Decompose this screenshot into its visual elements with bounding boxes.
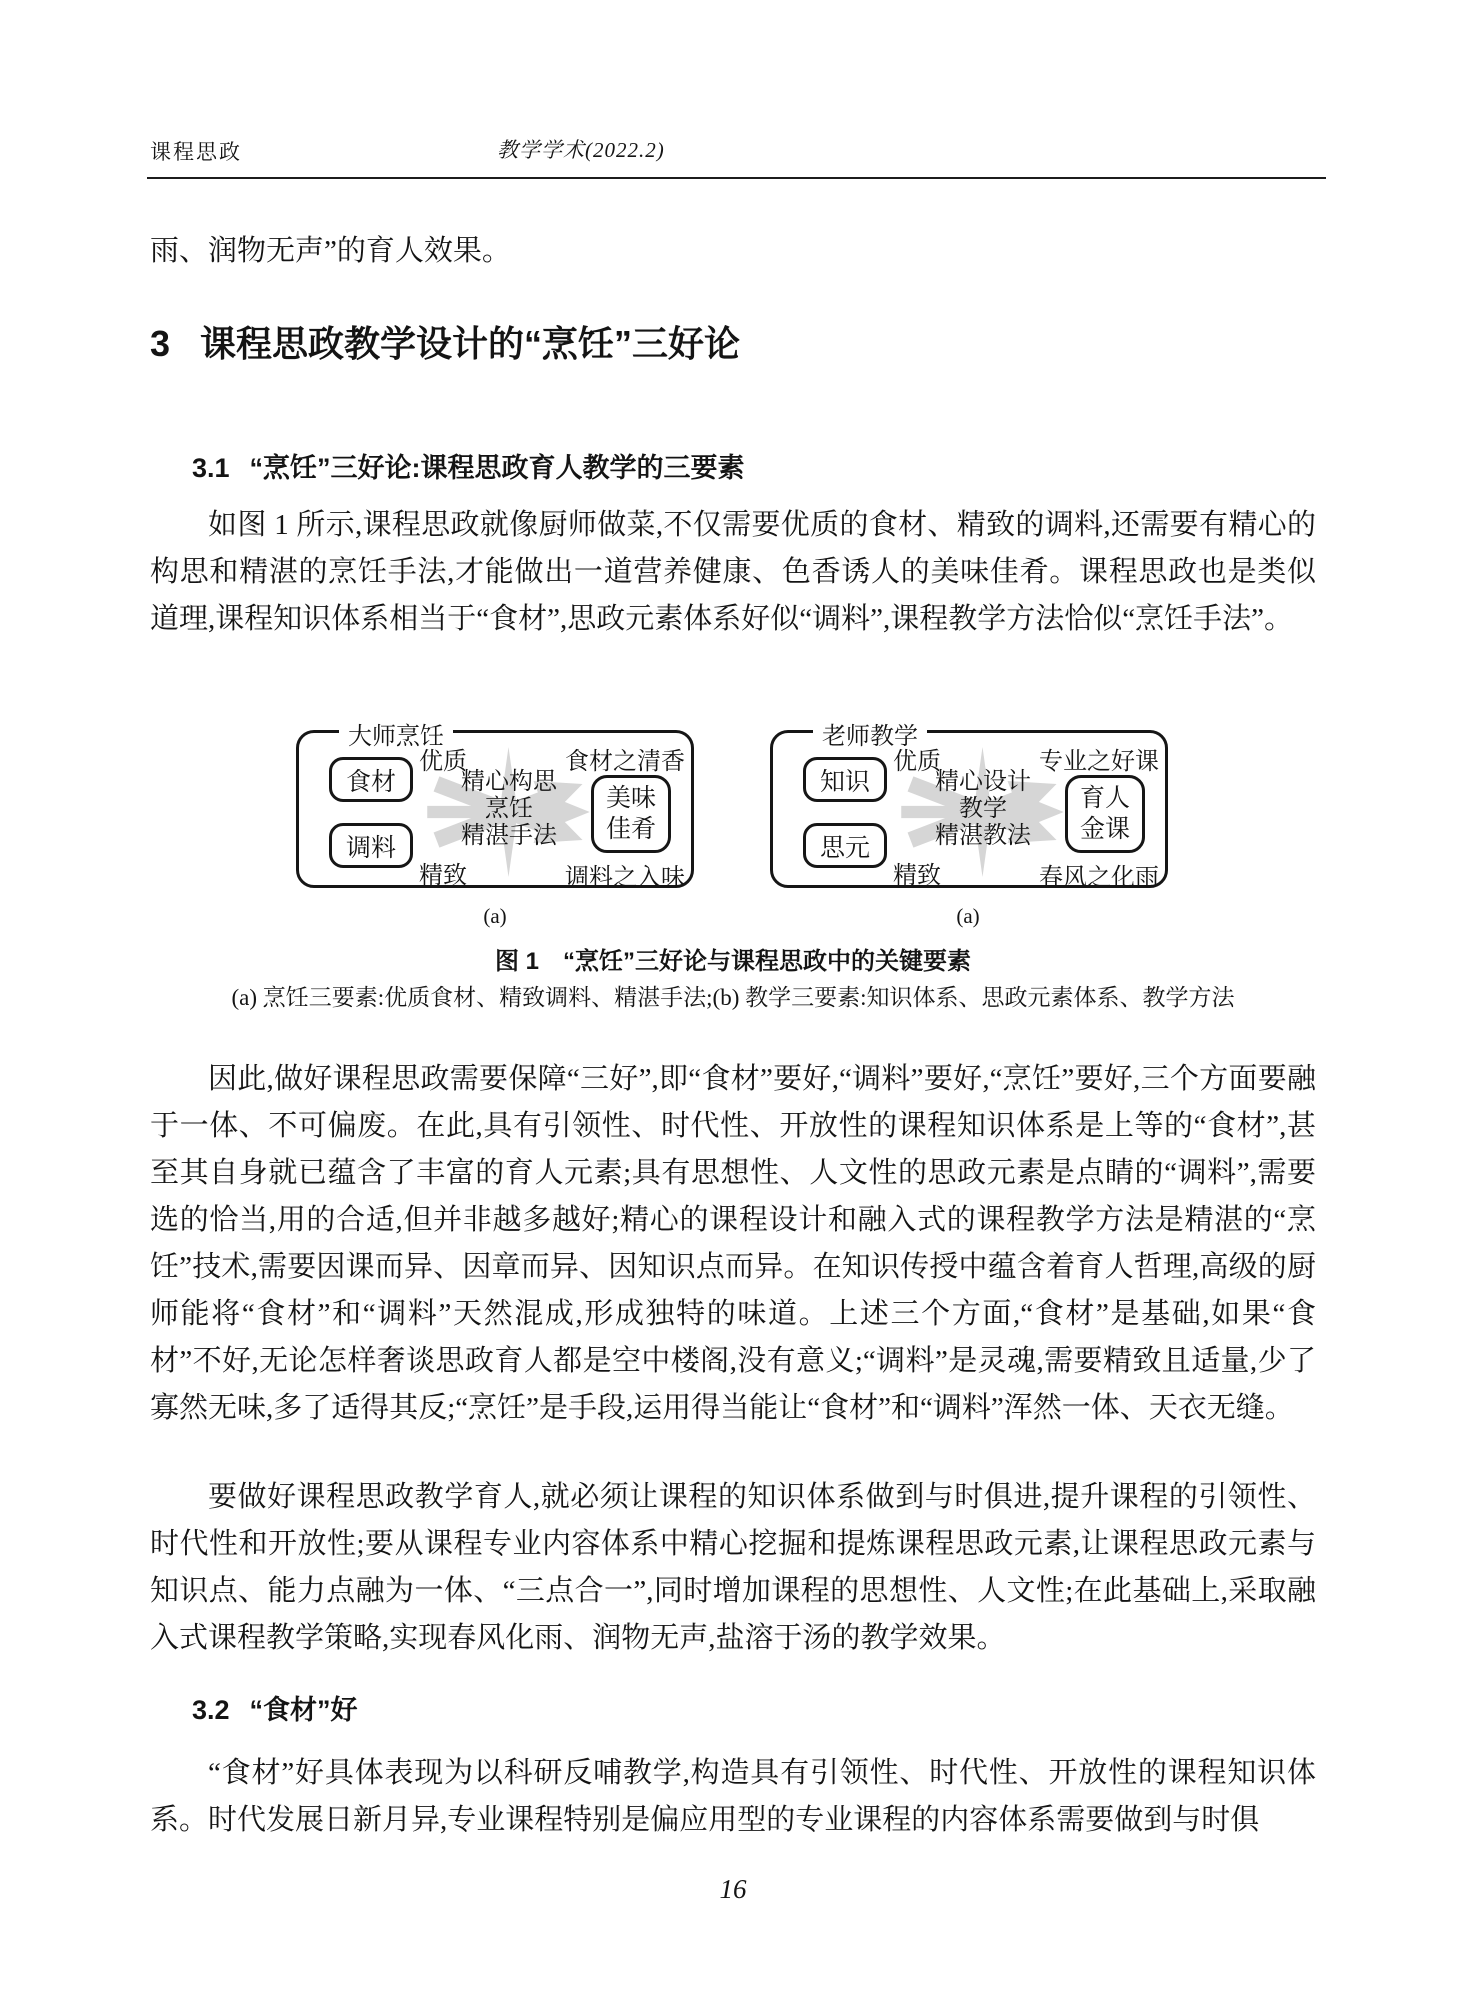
- subfigure-label-left: (a): [483, 904, 507, 928]
- process-line-3: 精湛手法: [461, 823, 557, 849]
- quality-label-top: 优质: [893, 749, 941, 775]
- figure-caption-title: 图 1 “烹饪”三好论与课程思政中的关键要素: [494, 948, 971, 975]
- input-box-ingredients: [329, 757, 413, 802]
- section-3-title: 课程思政教学设计的“烹饪”三好论: [200, 323, 741, 364]
- input-box-knowledge: [803, 757, 887, 802]
- section-3-1-title: “烹饪”三好论:课程思政育人教学的三要素: [249, 453, 745, 483]
- running-head-center: 教学学术(2022.2): [497, 138, 665, 162]
- process-line-2: 教学: [959, 796, 1007, 822]
- header-rule: [147, 177, 1326, 179]
- section-3-2-heading: [192, 1688, 358, 1727]
- input-box-label: 知识: [819, 768, 870, 796]
- section-3-2-title: “食材”好: [249, 1695, 358, 1725]
- output-note-bottom: 调料之入味: [565, 865, 685, 891]
- section-3-2-number: 3.2: [192, 1695, 230, 1725]
- diagram-frame-title: 大师烹饪: [339, 716, 453, 751]
- paragraph-lead: 雨、润物无声”的育人效果。: [150, 235, 511, 267]
- process-line-1: 精心设计: [935, 769, 1031, 795]
- section-3-heading: [150, 316, 740, 367]
- quality-label-bottom: 精致: [419, 863, 467, 889]
- figure1-diagram-teaching: [770, 724, 1168, 891]
- section-3-1-number: 3.1: [192, 453, 230, 483]
- paragraph-1: 如图 1 所示,课程思政就像厨师做菜,不仅需要优质的食材、精致的调料,还需要有精心的构思和精湛的烹饪手法,才能做出一道营养健康、色香诱人的美味佳肴。课程思政也是类似道理,课程知识体系相当于“食材”,思政元素体系好似“调料”,课程教学方法恰似“烹饪手法”。: [150, 509, 1316, 635]
- process-line-2: 烹饪: [485, 796, 533, 822]
- quality-label-top: 优质: [419, 749, 467, 775]
- process-line-1: 精心构思: [461, 769, 557, 795]
- input-box-label: 食材: [345, 768, 396, 796]
- paragraph-4: “食材”好具体表现为以科研反哺教学,构造具有引领性、时代性、开放性的课程知识体系。时代发展日新月异,专业课程特别是偏应用型的专业课程的内容体系需要做到与时俱: [150, 1757, 1316, 1836]
- process-text: [425, 769, 593, 850]
- input-box-label: 调料: [345, 834, 396, 862]
- section-3-number: 3: [150, 323, 171, 364]
- section-3-1-heading: [192, 446, 745, 485]
- figure-caption-note: (a) 烹饪三要素:优质食材、精致调料、精湛手法;(b) 教学三要素:知识体系、思政元素体系、教学方法: [231, 985, 1235, 1010]
- diagram-frame-title: 老师教学: [813, 716, 927, 751]
- input-box-ideology: [803, 823, 887, 868]
- output-note-bottom: 春风之化雨: [1039, 865, 1159, 891]
- paragraph-2: 因此,做好课程思政需要保障“三好”,即“食材”要好,“调料”要好,“烹饪”要好,三个方面要融于一体、不可偏废。在此,具有引领性、时代性、开放性的课程知识体系是上等的“食材”,甚至其自身就已蕴含了丰富的育人元素;具有思想性、人文性的思政元素是点睛的“调料”,需要选的恰当,用的合适,但并非越多越好;精心的课程设计和融入式的课程教学方法是精湛的“烹饪”技术,需要因课而异、因章而异、因知识点而异。在知识传授中蕴含着育人哲理,高级的厨师能将“食材”和“调料”天然混成,形成独特的味道。上述三个方面,“食材”是基础,如果“食材”不好,无论怎样奢谈思政育人都是空中楼阁,没有意义;“调料”是灵魂,需要精致且适量,少了寡然无味,多了适得其反;“烹饪”是手段,运用得当能让“食材”和“调料”浑然一体、天衣无缝。: [150, 1063, 1316, 1424]
- output-box-line-2: 佳肴: [605, 816, 656, 843]
- process-line-3: 精湛教法: [935, 823, 1031, 849]
- output-box-dish: [591, 775, 671, 853]
- quality-label-bottom: 精致: [893, 863, 941, 889]
- paragraph-3: 要做好课程思政教学育人,就必须让课程的知识体系做到与时俱进,提升课程的引领性、时代性和开放性;要从课程专业内容体系中精心挖掘和提炼课程思政元素,让课程思政元素与知识点、能力点融为一体、“三点合一”,同时增加课程的思想性、人文性;在此基础上,采取融入式课程教学策略,实现春风化雨、润物无声,盐溶于汤的教学效果。: [150, 1481, 1316, 1654]
- process-text: [899, 769, 1067, 850]
- output-box-line-2: 金课: [1079, 816, 1130, 843]
- figure1-diagram-cooking: [296, 724, 694, 891]
- running-head-left: 课程思政: [150, 140, 242, 164]
- input-box-seasoning: [329, 823, 413, 868]
- output-note-top: 专业之好课: [1039, 749, 1159, 775]
- output-note-top: 食材之清香: [565, 749, 685, 775]
- output-box-line-1: 育人: [1079, 785, 1130, 812]
- output-box-line-1: 美味: [605, 785, 656, 812]
- input-box-label: 思元: [819, 834, 870, 862]
- subfigure-label-right: (a): [956, 904, 980, 928]
- page-number: 16: [719, 1874, 747, 1904]
- output-box-course: [1065, 775, 1145, 853]
